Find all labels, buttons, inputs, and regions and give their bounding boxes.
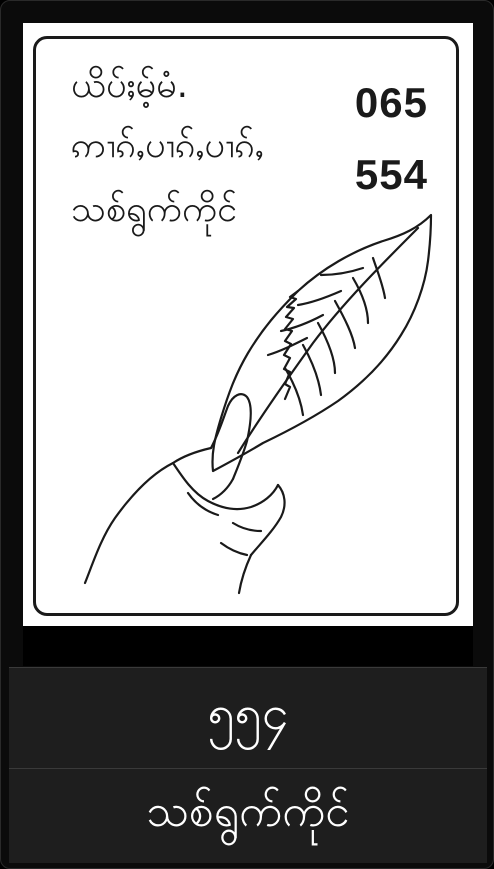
card-name-label: သစ်ရွက်ကိုင် <box>146 786 350 837</box>
card-text-line-1: ယိပ်ႈမ့်မံ. <box>71 65 189 106</box>
card-number-top: 065 <box>354 79 428 126</box>
info-panel <box>9 667 487 863</box>
card-number-label: ၅၅၄ <box>207 685 289 741</box>
card-number-bottom: 554 <box>354 151 428 198</box>
divider-strip <box>23 626 473 666</box>
card-text-line-3: သစ်ရွက်ကိုင် <box>71 189 238 230</box>
card-text-line-2: ဢၢၵ်ႇပၢၵ်ႇပၢၵ်ႇ <box>71 125 264 166</box>
card-image[interactable] <box>23 23 473 626</box>
